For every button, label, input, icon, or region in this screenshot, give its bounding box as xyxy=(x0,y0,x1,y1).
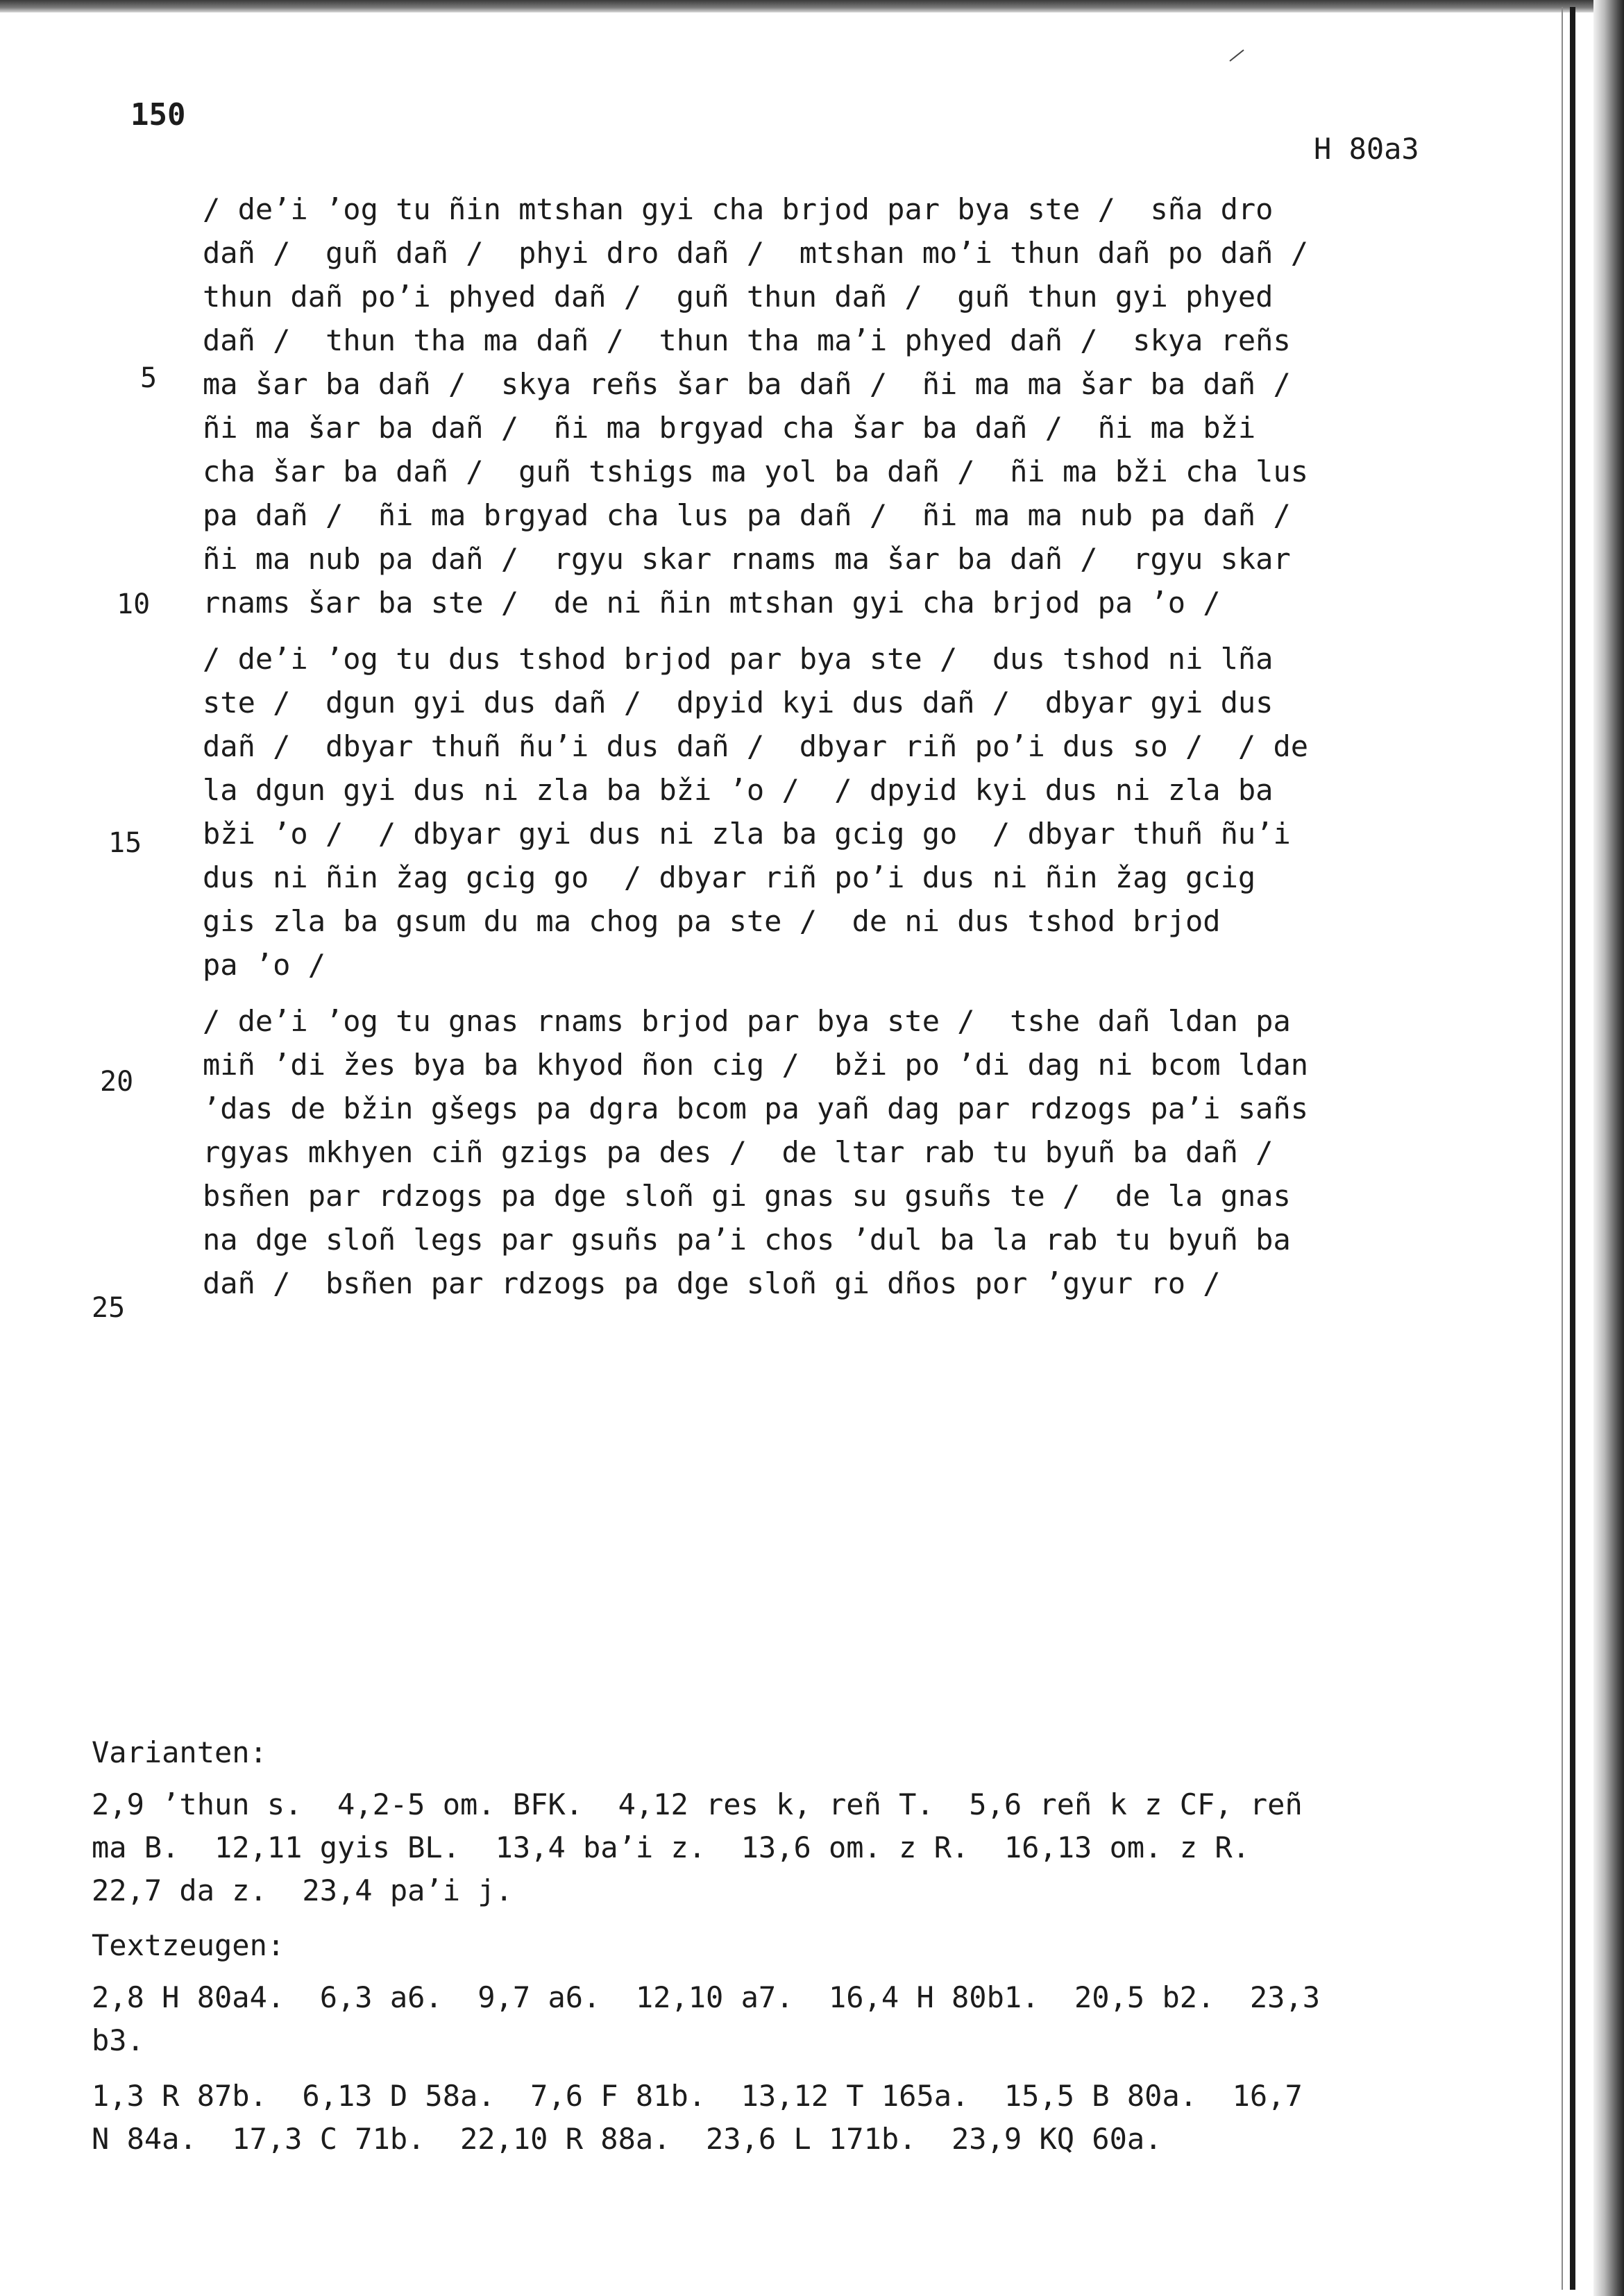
witnesses-line: 2,8 H 80a4. 6,3 a6. 9,7 a6. 12,10 a7. 16,4 H 80b1. 20,5 b2. 23,3 xyxy=(92,1980,1321,2014)
variants-line: ma B. 12,11 gyis BL. 13,4 ba’i z. 13,6 om. z R. 16,13 om. z R. xyxy=(92,1830,1250,1864)
text-line: rnams šar ba ste / de ni ñin mtshan gyi cha brjod pa ’o / xyxy=(203,586,1221,620)
text-line: dañ / dbyar thuñ ñu’i dus dañ / dbyar riñ po’i dus so / / de xyxy=(203,729,1309,763)
text-line: / de’i ’og tu ñin mtshan gyi cha brjod par bya ste / sña dro xyxy=(203,192,1274,226)
text-line: ste / dgun gyi dus dañ / dpyid kyi dus dañ / dbyar gyi dus xyxy=(203,686,1274,720)
text-line: thun dañ po’i phyed dañ / guñ thun dañ / guñ thun gyi phyed xyxy=(203,280,1274,314)
text-line: rgyas mkhyen ciñ gzigs pa des / de ltar rab tu byuñ ba dañ / xyxy=(203,1135,1274,1169)
binding-edge-thin-rule xyxy=(1562,7,1563,2290)
text-line: pa dañ / ñi ma brgyad cha lus pa dañ / ñi ma ma nub pa dañ / xyxy=(203,498,1291,532)
text-line: dus ni ñin žag gcig go / dbyar riñ po’i dus ni ñin žag gcig xyxy=(203,860,1256,894)
scan-top-border xyxy=(0,0,1624,12)
text-line: ma šar ba dañ / skya reñs šar ba dañ / ñi ma ma šar ba dañ / xyxy=(203,367,1291,401)
paragraph-gap xyxy=(203,987,1424,999)
text-line: na dge sloñ legs par gsuñs pa’i chos ’dul ba la rab tu byuñ ba xyxy=(203,1223,1291,1257)
text-line: cha šar ba dañ / guñ tshigs ma yol ba dañ / ñi ma bži cha lus xyxy=(203,454,1309,488)
witnesses-line: 1,3 R 87b. 6,13 D 58a. 7,6 F 81b. 13,12 T 165a. 15,5 B 80a. 16,7 xyxy=(92,2079,1303,2113)
line-number-25: 25 xyxy=(92,1292,126,1324)
text-line: miñ ’di žes bya ba khyod ñon cig / bži po ’di dag ni bcom ldan xyxy=(203,1048,1309,1082)
section-gap xyxy=(92,1912,1396,1925)
text-line: dañ / bsñen par rdzogs pa dge sloñ gi dños por ’gyur ro / xyxy=(203,1266,1221,1300)
variants-line: 22,7 da z. 23,4 pa’i j. xyxy=(92,1873,513,1907)
variants-line: 2,9 ’thun s. 4,2-5 om. BFK. 4,12 res k, reñ T. 5,6 reñ k z CF, reñ xyxy=(92,1787,1303,1821)
paragraph-dwellings xyxy=(203,999,1424,1305)
text-line: ’das de bžin gšegs pa dgra bcom pa yañ dag par rdzogs pa’i sañs xyxy=(203,1091,1309,1125)
text-line: dañ / thun tha ma dañ / thun tha ma’i phyed dañ / skya reñs xyxy=(203,323,1291,357)
paragraph-time-of-day xyxy=(203,187,1424,624)
paragraph-gap xyxy=(203,624,1424,637)
text-line: bži ’o / / dbyar gyi dus ni zla ba gcig go / dbyar thuñ ñu’i xyxy=(203,817,1291,851)
paragraph-seasons xyxy=(203,637,1424,987)
text-line: pa ’o / xyxy=(203,948,326,982)
text-line: gis zla ba gsum du ma chog pa ste / de ni dus tshod brjod xyxy=(203,904,1221,938)
text-line: dañ / guñ dañ / phyi dro dañ / mtshan mo’i thun dañ po dañ / xyxy=(203,236,1309,270)
text-line: ñi ma šar ba dañ / ñi ma brgyad cha šar ba dañ / ñi ma bži xyxy=(203,411,1256,445)
page-number: 150 xyxy=(130,97,186,133)
binding-edge-rule xyxy=(1570,7,1575,2290)
variants-heading: Varianten: xyxy=(92,1735,267,1769)
witnesses-heading: Textzeugen: xyxy=(92,1928,285,1962)
edited-text xyxy=(203,187,1424,1305)
section-gap xyxy=(92,2062,1396,2075)
witnesses-line: b3. xyxy=(92,2023,144,2057)
text-line: bsñen par rdzogs pa dge sloñ gi gnas su gsuñs te / de la gnas xyxy=(203,1179,1291,1213)
text-line: / de’i ’og tu gnas rnams brjod par bya ste / tshe dañ ldan pa xyxy=(203,1004,1291,1038)
scan-right-shadow xyxy=(1593,0,1624,2296)
text-line: ñi ma nub pa dañ / rgyu skar rnams ma šar ba dañ / rgyu skar xyxy=(203,542,1291,576)
stray-pen-mark xyxy=(1228,47,1245,62)
line-number-20: 20 xyxy=(100,1066,134,1098)
line-number-5: 5 xyxy=(140,362,158,394)
critical-apparatus xyxy=(92,1732,1396,2161)
text-line: la dgun gyi dus ni zla ba bži ’o / / dpyid kyi dus ni zla ba xyxy=(203,773,1274,807)
text-line: / de’i ’og tu dus tshod brjod par bya ste / dus tshod ni lña xyxy=(203,642,1274,676)
line-number-10: 10 xyxy=(117,588,151,620)
witnesses-line: N 84a. 17,3 C 71b. 22,10 R 88a. 23,6 L 171b. 23,9 KQ 60a. xyxy=(92,2122,1162,2156)
line-number-15: 15 xyxy=(108,827,142,859)
folio-reference: H 80a3 xyxy=(1314,132,1419,166)
